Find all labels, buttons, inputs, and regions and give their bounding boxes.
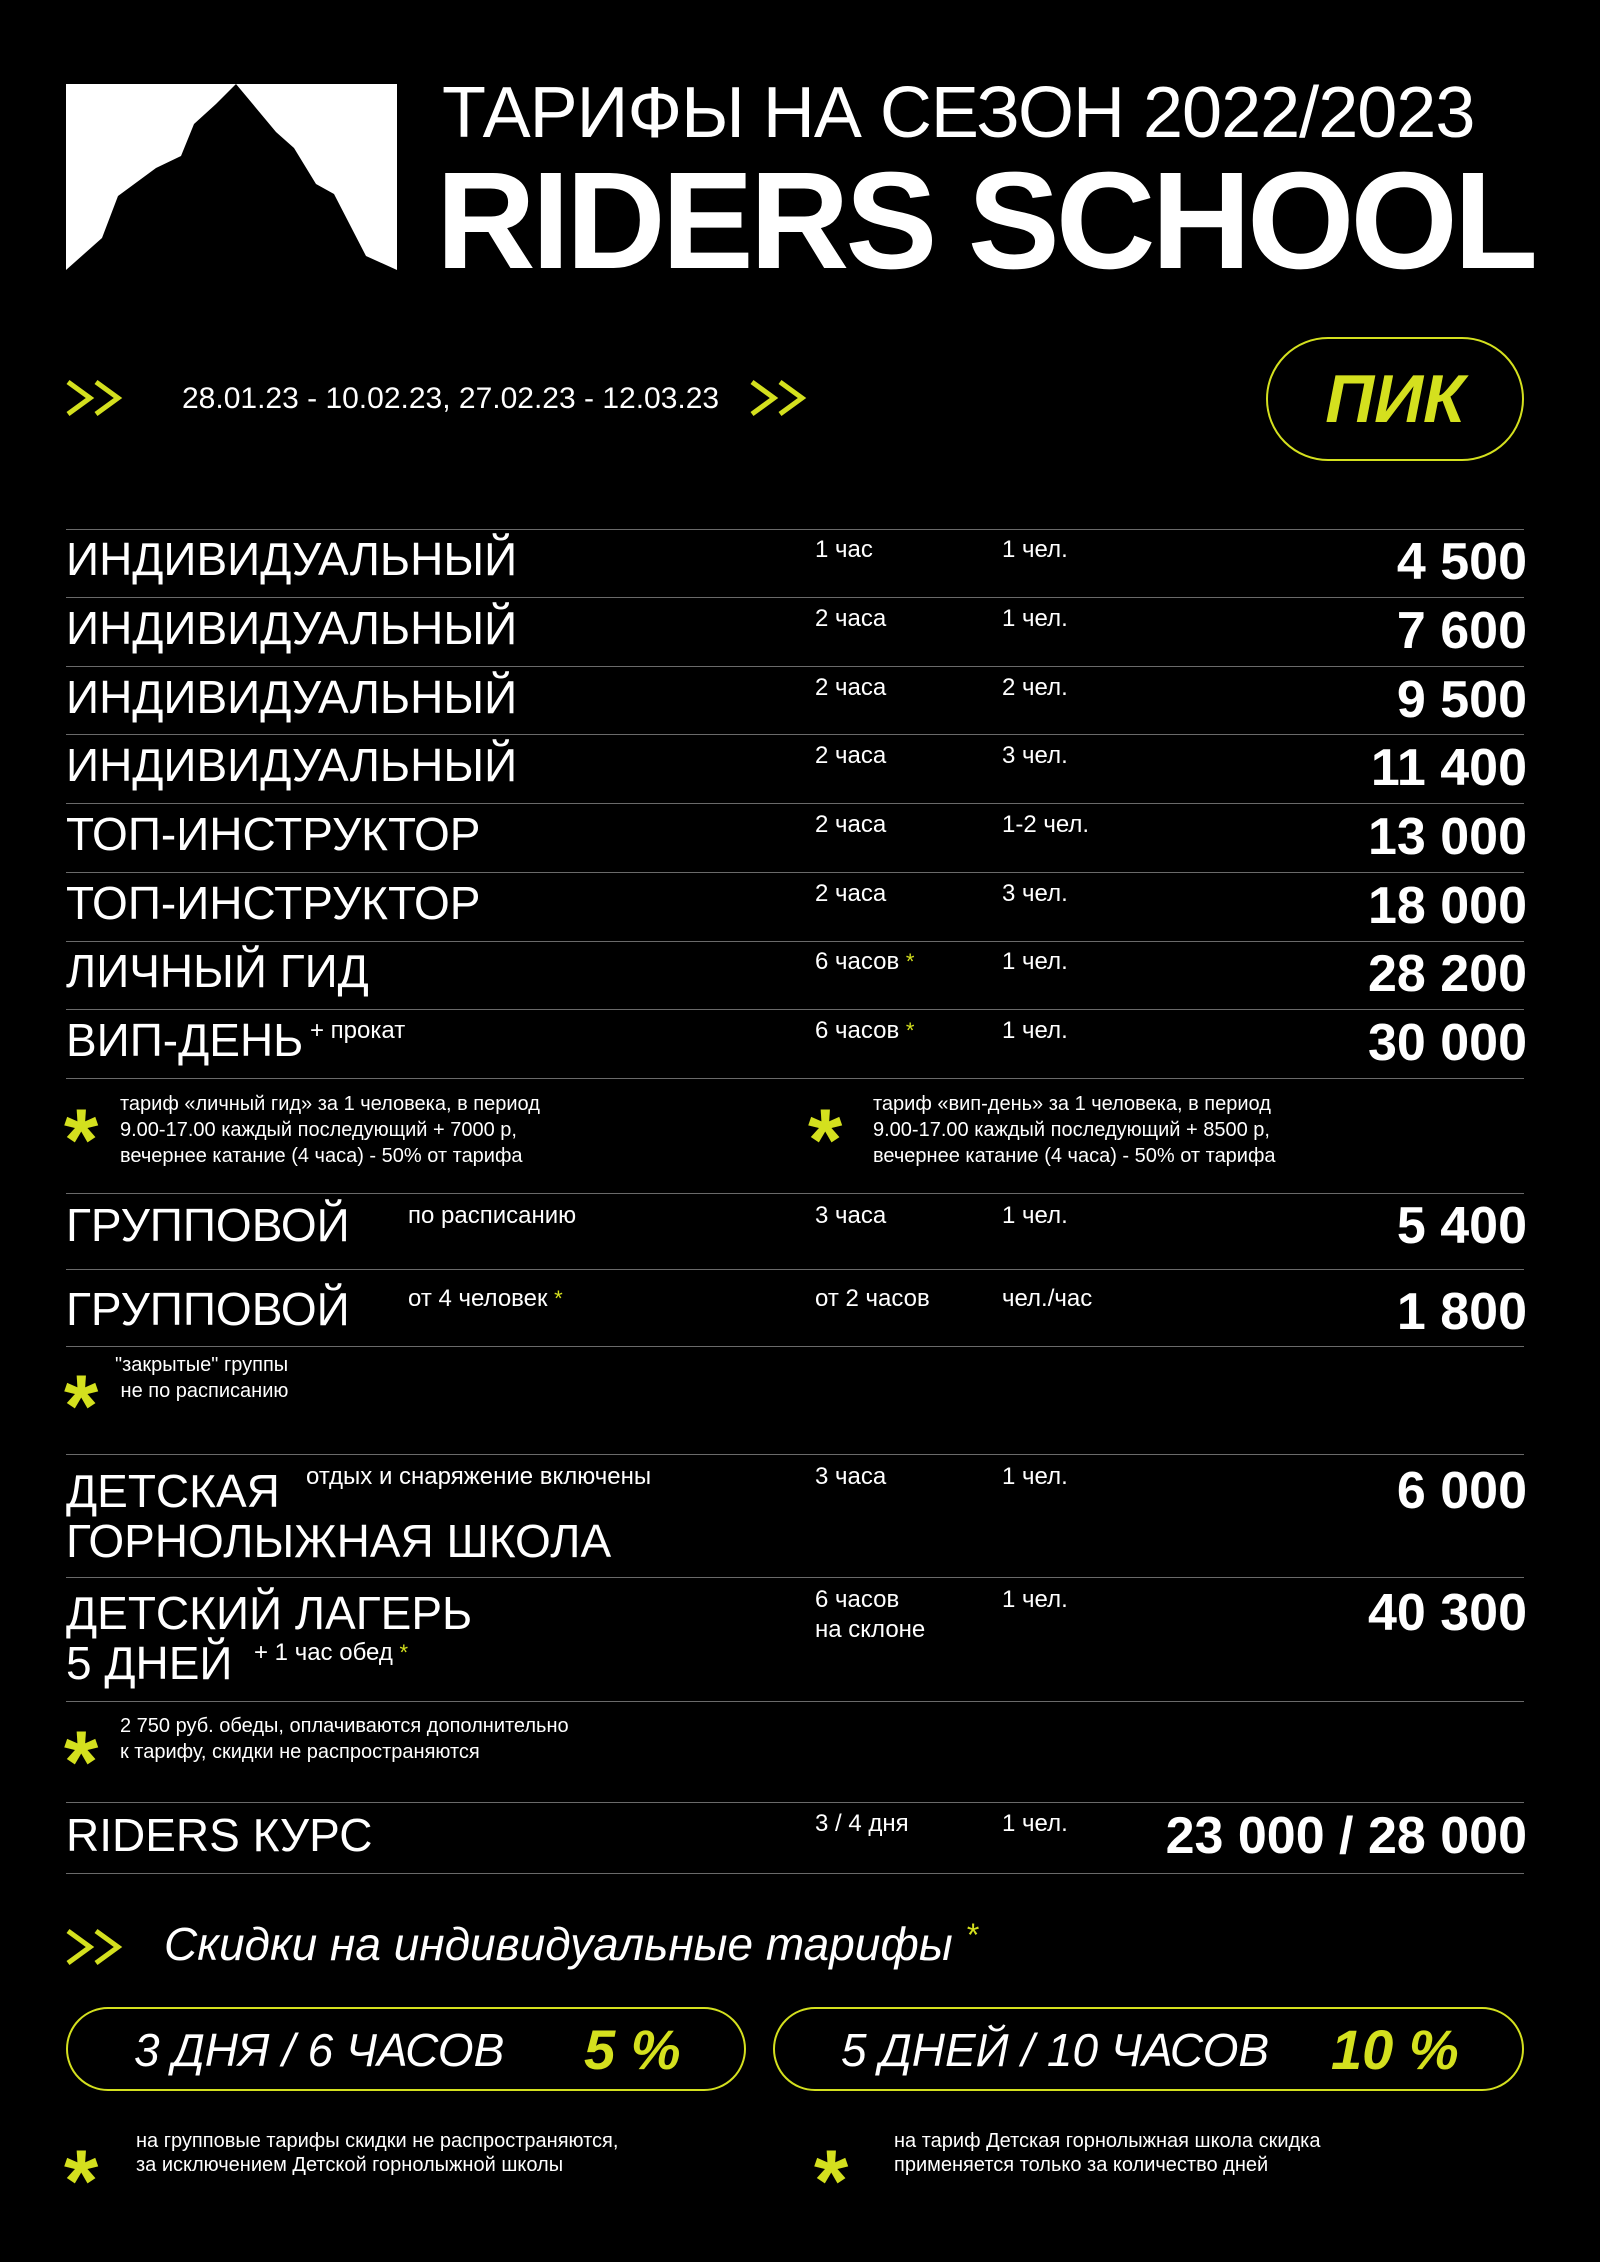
tariff-people: 1 чел. [1002, 1202, 1068, 1229]
tariff-name: ИНДИВИДУАЛЬНЫЙ [66, 671, 518, 723]
tariff-name: ИНДИВИДУАЛЬНЫЙ [66, 739, 518, 791]
tariff-extra: отдых и снаряжение включены [306, 1463, 652, 1490]
tariff-duration: 1 час [815, 536, 873, 563]
tariff-price: 11 400 [1370, 739, 1527, 797]
discount-pill [66, 2007, 746, 2091]
tariff-name: ИНДИВИДУАЛЬНЫЙ [66, 602, 518, 654]
tariff-duration: 2 часа [815, 742, 887, 769]
tariff-duration: 2 часа [815, 811, 887, 838]
season-title: ТАРИФЫ НА СЕЗОН 2022/2023 [442, 73, 1475, 153]
tariff-duration: от 2 часов [815, 1285, 930, 1312]
peak-label: ПИК [1325, 361, 1465, 437]
tariff-people: 3 чел. [1002, 742, 1068, 769]
double-chevron-icon [64, 1927, 126, 1967]
tariff-name-line2: 5 ДНЕЙ [66, 1637, 233, 1689]
discount-label: 5 ДНЕЙ / 10 ЧАСОВ [841, 2024, 1270, 2076]
tariff-duration: 6 часов * [815, 948, 915, 975]
discount-pill [773, 2007, 1524, 2091]
divider [66, 597, 1524, 598]
note-vip-day: тариф «вип-день» за 1 человека, в период 9.00-17.00 каждый последующий + 8500 р, вечернее катание (4 часа) - 50% от тарифа [873, 1093, 1276, 1167]
tariff-duration-line2: на склоне [815, 1616, 926, 1643]
asterisk-icon: * [64, 1090, 99, 1189]
asterisk-icon: * [64, 1712, 99, 1811]
tariff-name: ГРУППОВОЙ [66, 1283, 350, 1335]
tariff-people: чел./час [1002, 1285, 1093, 1312]
tariff-people: 1 чел. [1002, 948, 1068, 975]
divider [66, 1269, 1524, 1270]
divider [66, 1346, 1524, 1347]
tariff-price: 28 200 [1367, 945, 1527, 1003]
tariff-name: ТОП-ИНСТРУКТОР [66, 808, 481, 860]
tariff-name-line2: ГОРНОЛЫЖНАЯ ШКОЛА [66, 1515, 612, 1567]
divider [66, 1802, 1524, 1803]
tariff-price: 23 000 / 28 000 [1165, 1807, 1527, 1865]
tariff-price: 9 500 [1396, 671, 1527, 729]
divider [66, 1701, 1524, 1702]
brand-name: RIDERS SCHOOL [436, 144, 1535, 298]
tariff-price: 4 500 [1396, 533, 1527, 591]
tariff-duration: 3 часа [815, 1463, 887, 1490]
divider [66, 1873, 1524, 1874]
tariff-price: 40 300 [1367, 1584, 1527, 1642]
divider [66, 941, 1524, 942]
tariff-people: 3 чел. [1002, 880, 1068, 907]
tariff-name: ТОП-ИНСТРУКТОР [66, 877, 481, 929]
tariff-people: 1 чел. [1002, 536, 1068, 563]
tariff-price: 13 000 [1367, 808, 1527, 866]
tariff-duration: 3 часа [815, 1202, 887, 1229]
tariff-people: 1 чел. [1002, 1586, 1068, 1613]
peak-badge [1266, 337, 1524, 461]
note-closed-groups: "закрытые" группы не по расписанию [115, 1354, 289, 1402]
double-chevron-icon [64, 378, 126, 418]
tariff-price: 6 000 [1396, 1462, 1527, 1520]
divider [66, 872, 1524, 873]
asterisk-icon: * [814, 2131, 849, 2230]
discount-label: 3 ДНЯ / 6 ЧАСОВ [134, 2024, 505, 2076]
tariff-extra: + 1 час обед * [254, 1639, 409, 1666]
tariff-name: ГРУППОВОЙ [66, 1199, 350, 1251]
tariff-duration: 2 часа [815, 674, 887, 701]
divider [66, 734, 1524, 735]
discount-value: 5 % [584, 2018, 681, 2081]
tariff-price: 1 800 [1396, 1283, 1527, 1341]
asterisk-icon: * [64, 2131, 99, 2230]
asterisk-icon: * [64, 1356, 99, 1455]
tariff-duration: 6 часов [815, 1586, 900, 1613]
tariff-duration: 2 часа [815, 880, 887, 907]
tariff-duration: 2 часа [815, 605, 887, 632]
discount-value: 10 % [1331, 2018, 1459, 2081]
asterisk-icon: * [808, 1090, 843, 1189]
divider [66, 1577, 1524, 1578]
divider [66, 529, 1524, 530]
note-personal-guide: тариф «личный гид» за 1 человека, в период 9.00-17.00 каждый последующий + 7000 р, вечернее катание (4 часа) - 50% от тарифа [120, 1093, 540, 1167]
footnote-group-discount: на групповые тарифы скидки не распространяются, за исключением Детской горнолыжной школы [136, 2130, 619, 2176]
tariff-people: 1 чел. [1002, 605, 1068, 632]
tariff-people: 2 чел. [1002, 674, 1068, 701]
divider [66, 803, 1524, 804]
tariff-price: 5 400 [1396, 1197, 1527, 1255]
tariff-people: 1 чел. [1002, 1810, 1068, 1837]
tariff-duration: 3 / 4 дня [815, 1810, 909, 1837]
tariff-extra: от 4 человек * [408, 1285, 563, 1312]
tariff-price: 18 000 [1367, 877, 1527, 935]
tariff-name: RIDERS КУРС [66, 1809, 373, 1861]
mountain-icon [66, 84, 397, 270]
tariff-duration: 6 часов * [815, 1017, 915, 1044]
divider [66, 666, 1524, 667]
tariff-extra: + прокат [310, 1017, 406, 1044]
note-camp-lunch: 2 750 руб. обеды, оплачиваются дополнительно к тарифу, скидки не распространяются [120, 1715, 569, 1763]
tariff-name: ЛИЧНЫЙ ГИД [66, 945, 369, 997]
divider [66, 1009, 1524, 1010]
tariff-name: ИНДИВИДУАЛЬНЫЙ [66, 533, 518, 585]
tariff-people: 1 чел. [1002, 1463, 1068, 1490]
divider [66, 1454, 1524, 1455]
footnote-kids-discount: на тариф Детская горнолыжная школа скидка применяется только за количество дней [894, 2130, 1321, 2176]
tariff-name: ВИП-ДЕНЬ [66, 1014, 304, 1066]
tariff-people: 1 чел. [1002, 1017, 1068, 1044]
divider [66, 1193, 1524, 1194]
tariff-price: 30 000 [1367, 1014, 1527, 1072]
discounts-title: Скидки на индивидуальные тарифы * [164, 1917, 978, 1970]
tariff-people: 1-2 чел. [1002, 811, 1090, 838]
tariff-name: ДЕТСКАЯ [66, 1465, 280, 1517]
tariff-price: 7 600 [1396, 602, 1527, 660]
double-chevron-icon [748, 378, 810, 418]
tariff-name: ДЕТСКИЙ ЛАГЕРЬ [66, 1587, 473, 1639]
period-dates: 28.01.23 - 10.02.23, 27.02.23 - 12.03.23 [182, 382, 720, 415]
tariff-extra: по расписанию [408, 1202, 577, 1229]
divider [66, 1078, 1524, 1079]
